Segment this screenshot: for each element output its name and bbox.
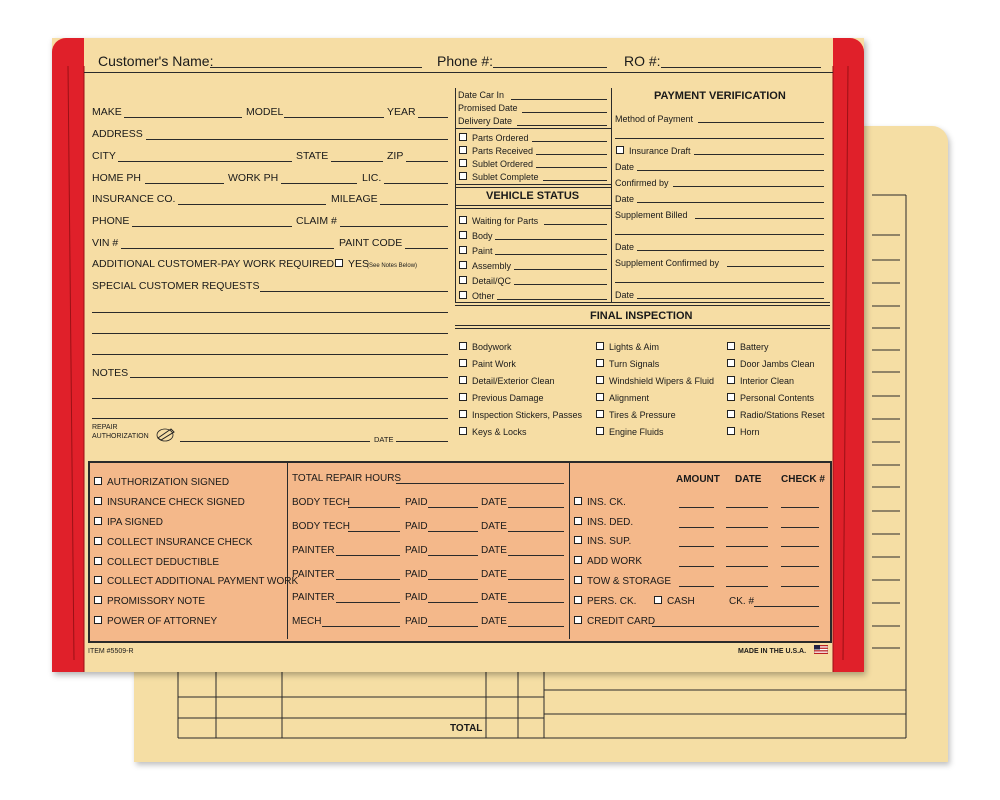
notes-line-2[interactable] <box>92 398 448 399</box>
labor-row-3-label: PAINTER <box>292 545 335 556</box>
phone-label: Phone #: <box>437 53 494 69</box>
pay-tow-storage-amount[interactable] <box>679 586 714 587</box>
checkbox-icon[interactable] <box>574 497 582 505</box>
pay-credit-card[interactable]: CREDIT CARD <box>574 616 655 628</box>
vehicle-status-title: VEHICLE STATUS <box>486 190 580 202</box>
payment-verification-title: PAYMENT VERIFICATION <box>654 90 786 102</box>
amount-header: AMOUNT <box>676 474 720 485</box>
year-label: YEAR <box>387 106 416 118</box>
labor-row-4-paid: PAID <box>405 569 428 580</box>
checkbox-icon[interactable] <box>727 359 735 367</box>
checkbox-icon[interactable] <box>727 393 735 401</box>
checkbox-icon[interactable] <box>596 342 604 350</box>
pay-check-number-label: CK. # <box>729 596 755 607</box>
pay-box-divider-1 <box>287 463 288 639</box>
city-line[interactable] <box>118 161 292 162</box>
pay-box-divider-2 <box>569 463 570 639</box>
checkbox-icon[interactable] <box>459 359 467 367</box>
status-body-line[interactable] <box>495 239 607 240</box>
check-insurance-check-signed[interactable]: INSURANCE CHECK SIGNED <box>94 497 245 509</box>
special-requests-line-4[interactable] <box>92 354 448 355</box>
address-line[interactable] <box>146 139 448 140</box>
zip-line[interactable] <box>406 161 448 162</box>
check-power-of-attorney[interactable]: POWER OF ATTORNEY <box>94 616 217 628</box>
labor-row-3-paid-line[interactable] <box>428 555 478 556</box>
pay-tow-storage-check[interactable] <box>781 586 819 587</box>
check-collect-insurance-check[interactable]: COLLECT INSURANCE CHECK <box>94 537 252 549</box>
fi-radio-stations[interactable]: Radio/Stations Reset <box>727 409 825 421</box>
parts-divider-2 <box>455 187 611 188</box>
check-ipa-signed[interactable]: IPA SIGNED <box>94 517 163 529</box>
work-phone-label: WORK PH <box>228 172 279 184</box>
status-paint[interactable]: Paint <box>459 245 493 257</box>
labor-row-2-label: BODY TECH <box>292 521 350 532</box>
check-promissory-note[interactable]: PROMISSORY NOTE <box>94 596 205 608</box>
promised-date-label: Promised Date <box>458 103 518 113</box>
status-other-line[interactable] <box>497 299 607 300</box>
claim-line[interactable] <box>340 226 448 227</box>
date-car-in-line[interactable] <box>511 99 607 100</box>
checkbox-icon[interactable] <box>94 537 102 545</box>
fi-door-jambs[interactable]: Door Jambs Clean <box>727 358 815 370</box>
labor-row-5-paid-line[interactable] <box>428 602 478 603</box>
total-repair-hours-label: TOTAL REPAIR HOURS <box>292 473 402 484</box>
checkbox-icon[interactable] <box>574 596 582 604</box>
method-of-payment-line-1[interactable] <box>698 122 824 123</box>
vehicle-status-divider-2 <box>455 208 611 209</box>
special-requests-label: SPECIAL CUSTOMER REQUESTS <box>92 280 260 292</box>
check-collect-deductible[interactable]: COLLECT DEDUCTIBLE <box>94 557 219 569</box>
labor-row-5-label: PAINTER <box>292 592 335 603</box>
check-authorization-signed[interactable]: AUTHORIZATION SIGNED <box>94 477 229 489</box>
labor-row-3-date: DATE <box>481 545 507 556</box>
home-phone-line[interactable] <box>145 183 224 184</box>
repair-auth-date-label: DATE <box>374 435 394 444</box>
status-body[interactable]: Body <box>459 230 493 242</box>
paint-code-label: PAINT CODE <box>339 237 403 249</box>
supplement-billed-line-1[interactable] <box>695 218 824 219</box>
phone-line[interactable] <box>493 67 607 68</box>
repair-auth-signature-line[interactable] <box>180 441 370 442</box>
final-inspection-divider-2 <box>455 305 830 306</box>
pay-credit-card-line[interactable] <box>652 626 819 627</box>
checkbox-icon[interactable] <box>94 497 102 505</box>
parts-ordered-item[interactable]: Parts Ordered <box>459 132 529 144</box>
labor-row-5-date: DATE <box>481 592 507 603</box>
city-label: CITY <box>92 150 116 162</box>
home-phone-label: HOME PH <box>92 172 142 184</box>
repair-auth-label-2: AUTHORIZATION <box>92 433 149 440</box>
labor-row-3-date-line[interactable] <box>508 555 564 556</box>
additional-work-yes[interactable]: YES <box>335 258 369 270</box>
made-in-usa: MADE IN THE U.S.A. <box>738 648 807 655</box>
checkbox-icon[interactable] <box>596 427 604 435</box>
labor-row-6-line[interactable] <box>322 626 400 627</box>
checkbox-icon[interactable] <box>727 410 735 418</box>
pay-ins-ck-date[interactable] <box>726 507 768 508</box>
delivery-date-line[interactable] <box>517 125 607 126</box>
phone-field-label: PHONE <box>92 215 130 227</box>
pay-ins-ck[interactable]: INS. CK. <box>574 497 626 509</box>
checkbox-icon[interactable] <box>574 576 582 584</box>
pv-date-line-1[interactable] <box>637 170 824 171</box>
status-waiting-parts[interactable]: Waiting for Parts <box>459 215 538 227</box>
labor-row-1-line[interactable] <box>348 507 400 508</box>
pay-ins-sup-check[interactable] <box>781 546 819 547</box>
labor-row-1-label: BODY TECH <box>292 497 350 508</box>
additional-work-label: ADDITIONAL CUSTOMER-PAY WORK REQUIRED <box>92 258 335 270</box>
see-notes-note: (See Notes Below) <box>367 263 418 269</box>
us-flag-icon <box>814 645 828 654</box>
checkbox-icon[interactable] <box>574 616 582 624</box>
checkbox-icon[interactable] <box>727 376 735 384</box>
final-inspection-divider-1 <box>455 302 830 303</box>
checkbox-icon[interactable] <box>654 596 662 604</box>
pen-signature-icon <box>156 426 178 442</box>
supplement-confirmed-line-1[interactable] <box>727 266 824 267</box>
status-detail-qc-line[interactable] <box>514 284 607 285</box>
year-line[interactable] <box>418 117 448 118</box>
pay-personal-check[interactable]: PERS. CK. <box>574 596 636 608</box>
fi-interior-clean[interactable]: Interior Clean <box>727 375 794 387</box>
fi-inspection-stickers[interactable]: Inspection Stickers, Passes <box>459 409 582 421</box>
checkbox-icon[interactable] <box>596 410 604 418</box>
status-waiting-parts-line[interactable] <box>544 224 607 225</box>
middle-left-rule <box>455 88 456 302</box>
pay-ins-ded-date[interactable] <box>726 527 768 528</box>
checkbox-icon[interactable] <box>459 276 467 284</box>
pay-ins-ck-check[interactable] <box>781 507 819 508</box>
parts-received-line[interactable] <box>536 154 607 155</box>
sublet-ordered-line[interactable] <box>536 167 607 168</box>
sublet-ordered-item[interactable]: Sublet Ordered <box>459 158 533 170</box>
vehicle-status-divider-1 <box>455 205 611 206</box>
supplement-billed-label: Supplement Billed <box>615 210 688 220</box>
fi-tires-pressure[interactable]: Tires & Pressure <box>596 409 676 421</box>
pay-ins-ded-amount[interactable] <box>679 527 714 528</box>
checkbox-icon[interactable] <box>459 393 467 401</box>
fi-previous-damage[interactable]: Previous Damage <box>459 392 544 404</box>
checkbox-icon[interactable] <box>459 261 467 269</box>
status-assembly[interactable]: Assembly <box>459 260 511 272</box>
fi-battery[interactable]: Battery <box>727 341 769 353</box>
pay-ins-sup-amount[interactable] <box>679 546 714 547</box>
labor-row-3-line[interactable] <box>336 555 400 556</box>
mileage-label: MILEAGE <box>331 193 378 205</box>
checkbox-icon[interactable] <box>459 342 467 350</box>
total-repair-hours-line[interactable] <box>396 483 564 484</box>
special-requests-line-2[interactable] <box>92 312 448 313</box>
checkbox-icon[interactable] <box>459 216 467 224</box>
labor-row-2-line[interactable] <box>348 531 400 532</box>
checkbox-icon[interactable] <box>596 393 604 401</box>
labor-row-6-paid-line[interactable] <box>428 626 478 627</box>
claim-label: CLAIM # <box>296 215 337 227</box>
confirmed-by-label: Confirmed by <box>615 178 669 188</box>
checkbox-icon[interactable] <box>335 259 343 267</box>
delivery-date-label: Delivery Date <box>458 116 513 126</box>
pv-date-label-3: Date <box>615 242 635 252</box>
checkbox-icon[interactable] <box>459 159 467 167</box>
pay-cash[interactable]: CASH <box>654 596 695 608</box>
labor-row-6-date: DATE <box>481 616 507 627</box>
insurance-co-label: INSURANCE CO. <box>92 193 176 205</box>
pay-tow-storage-date[interactable] <box>726 586 768 587</box>
checkbox-icon[interactable] <box>459 376 467 384</box>
customer-name-line[interactable] <box>210 67 422 68</box>
checkbox-icon[interactable] <box>94 576 102 584</box>
confirmed-by-line[interactable] <box>673 186 824 187</box>
notes-label: NOTES <box>92 367 129 379</box>
status-paint-line[interactable] <box>495 254 607 255</box>
labor-row-2-date-line[interactable] <box>508 531 564 532</box>
checkbox-icon[interactable] <box>574 517 582 525</box>
labor-row-5-line[interactable] <box>336 602 400 603</box>
labor-row-2-paid: PAID <box>405 521 428 532</box>
pay-add-work-date[interactable] <box>726 566 768 567</box>
work-phone-line[interactable] <box>281 183 357 184</box>
notes-line-1[interactable] <box>130 377 448 378</box>
pv-date-line-4[interactable] <box>637 298 824 299</box>
mileage-line[interactable] <box>380 204 448 205</box>
supplement-billed-line-2[interactable] <box>615 234 824 235</box>
checkbox-icon[interactable] <box>94 596 102 604</box>
pay-ins-sup-date[interactable] <box>726 546 768 547</box>
checkbox-icon[interactable] <box>596 359 604 367</box>
supplement-confirmed-label: Supplement Confirmed by <box>615 258 720 268</box>
fi-detail-exterior[interactable]: Detail/Exterior Clean <box>459 375 555 387</box>
pv-date-label-4: Date <box>615 290 635 300</box>
fi-horn[interactable]: Horn <box>727 426 760 438</box>
checkbox-icon[interactable] <box>727 427 735 435</box>
checkbox-icon[interactable] <box>574 536 582 544</box>
final-inspection-divider-4 <box>455 328 830 329</box>
phone-field-line[interactable] <box>132 226 292 227</box>
special-requests-line-1[interactable] <box>260 291 448 292</box>
pay-ins-ded-check[interactable] <box>781 527 819 528</box>
labor-row-6-paid: PAID <box>405 616 428 627</box>
fi-turn-signals[interactable]: Turn Signals <box>596 358 659 370</box>
labor-row-2-paid-line[interactable] <box>428 531 478 532</box>
final-inspection-divider-3 <box>455 325 830 326</box>
labor-row-6-label: MECH <box>292 616 322 627</box>
checkbox-icon[interactable] <box>94 517 102 525</box>
labor-row-4-date-line[interactable] <box>508 579 564 580</box>
labor-row-2-date: DATE <box>481 521 507 532</box>
checkbox-icon[interactable] <box>94 557 102 565</box>
pay-add-work-amount[interactable] <box>679 566 714 567</box>
header-divider <box>84 72 833 73</box>
special-requests-line-3[interactable] <box>92 333 448 334</box>
sublet-complete-item[interactable]: Sublet Complete <box>459 171 539 183</box>
parts-divider-1 <box>455 184 611 185</box>
license-line[interactable] <box>384 183 448 184</box>
pay-tow-storage[interactable]: TOW & STORAGE <box>574 576 671 588</box>
pv-date-line-2[interactable] <box>637 202 824 203</box>
status-detail-qc[interactable]: Detail/QC <box>459 275 511 287</box>
labor-row-1-date: DATE <box>481 497 507 508</box>
insurance-draft-line[interactable] <box>694 154 824 155</box>
dates-divider <box>455 128 611 129</box>
fi-bodywork[interactable]: Bodywork <box>459 341 512 353</box>
payment-date-header: DATE <box>735 474 762 485</box>
parts-ordered-line[interactable] <box>532 141 607 142</box>
repair-auth-date-line[interactable] <box>396 441 448 442</box>
vin-line[interactable] <box>121 248 334 249</box>
promised-date-line[interactable] <box>522 112 607 113</box>
pay-add-work-check[interactable] <box>781 566 819 567</box>
labor-row-4-paid-line[interactable] <box>428 579 478 580</box>
notes-line-3[interactable] <box>92 418 448 419</box>
checkbox-icon[interactable] <box>459 410 467 418</box>
fi-alignment[interactable]: Alignment <box>596 392 649 404</box>
model-line[interactable] <box>284 117 384 118</box>
insurance-co-line[interactable] <box>178 204 326 205</box>
fi-windshield-wipers[interactable]: Windshield Wipers & Fluid <box>596 375 714 387</box>
supplement-confirmed-line-2[interactable] <box>615 282 824 283</box>
checkbox-icon[interactable] <box>574 556 582 564</box>
make-label: MAKE <box>92 106 122 118</box>
pv-date-label-2: Date <box>615 194 635 204</box>
ro-label: RO #: <box>624 53 661 69</box>
date-car-in-label: Date Car In <box>458 90 505 100</box>
checkbox-icon[interactable] <box>616 146 624 154</box>
vin-label: VIN # <box>92 237 119 249</box>
checkbox-icon[interactable] <box>459 246 467 254</box>
labor-row-4-date: DATE <box>481 569 507 580</box>
middle-right-rule <box>611 88 612 302</box>
model-label: MODEL <box>246 106 284 118</box>
pay-check-number-line[interactable] <box>754 606 819 607</box>
checkbox-icon[interactable] <box>459 146 467 154</box>
checkbox-icon[interactable] <box>727 342 735 350</box>
labor-row-3-paid: PAID <box>405 545 428 556</box>
labor-row-1-paid-line[interactable] <box>428 507 478 508</box>
parts-received-item[interactable]: Parts Received <box>459 145 533 157</box>
address-label: ADDRESS <box>92 128 143 140</box>
insurance-draft-item[interactable]: Insurance Draft <box>616 145 691 157</box>
fi-engine-fluids[interactable]: Engine Fluids <box>596 426 664 438</box>
paint-code-line[interactable] <box>405 248 448 249</box>
sublet-complete-line[interactable] <box>543 180 607 181</box>
labor-row-1-date-line[interactable] <box>508 507 564 508</box>
fi-personal-contents[interactable]: Personal Contents <box>727 392 814 404</box>
back-total-label: TOTAL <box>450 723 483 734</box>
checkbox-icon[interactable] <box>459 133 467 141</box>
labor-row-5-date-line[interactable] <box>508 602 564 603</box>
status-other[interactable]: Other <box>459 290 495 302</box>
labor-row-6-date-line[interactable] <box>508 626 564 627</box>
state-label: STATE <box>296 150 329 162</box>
checkbox-icon[interactable] <box>459 172 467 180</box>
checkbox-icon[interactable] <box>459 427 467 435</box>
pay-ins-sup[interactable]: INS. SUP. <box>574 536 631 548</box>
pv-date-label-1: Date <box>615 162 635 172</box>
final-inspection-title: FINAL INSPECTION <box>590 310 693 322</box>
method-of-payment-line-2[interactable] <box>615 138 824 139</box>
checkbox-icon[interactable] <box>459 231 467 239</box>
license-label: LIC. <box>362 172 382 184</box>
labor-row-4-line[interactable] <box>336 579 400 580</box>
fi-paint-work[interactable]: Paint Work <box>459 358 516 370</box>
method-of-payment-label: Method of Payment <box>615 114 694 124</box>
item-number: ITEM #5509-R <box>88 648 134 655</box>
make-line[interactable] <box>124 117 242 118</box>
labor-row-1-paid: PAID <box>405 497 428 508</box>
check-collect-additional-payment[interactable]: COLLECT ADDITIONAL PAYMENT WORK <box>94 576 298 588</box>
fi-lights-aim[interactable]: Lights & Aim <box>596 341 659 353</box>
checkbox-icon[interactable] <box>459 291 467 299</box>
customer-name-label: Customer's Name: <box>98 53 214 69</box>
labor-row-5-paid: PAID <box>405 592 428 603</box>
checkbox-icon[interactable] <box>94 616 102 624</box>
pay-add-work[interactable]: ADD WORK <box>574 556 642 568</box>
ro-line[interactable] <box>661 67 821 68</box>
pay-ins-ck-amount[interactable] <box>679 507 714 508</box>
check-number-header: CHECK # <box>781 474 825 485</box>
state-line[interactable] <box>331 161 383 162</box>
pv-date-line-3[interactable] <box>637 250 824 251</box>
checkbox-icon[interactable] <box>94 477 102 485</box>
status-assembly-line[interactable] <box>514 269 607 270</box>
repair-auth-label-1: REPAIR <box>92 424 118 431</box>
labor-row-4-label: PAINTER <box>292 569 335 580</box>
pay-ins-ded[interactable]: INS. DED. <box>574 517 633 529</box>
checkbox-icon[interactable] <box>596 376 604 384</box>
zip-label: ZIP <box>387 150 404 162</box>
fi-keys-locks[interactable]: Keys & Locks <box>459 426 527 438</box>
